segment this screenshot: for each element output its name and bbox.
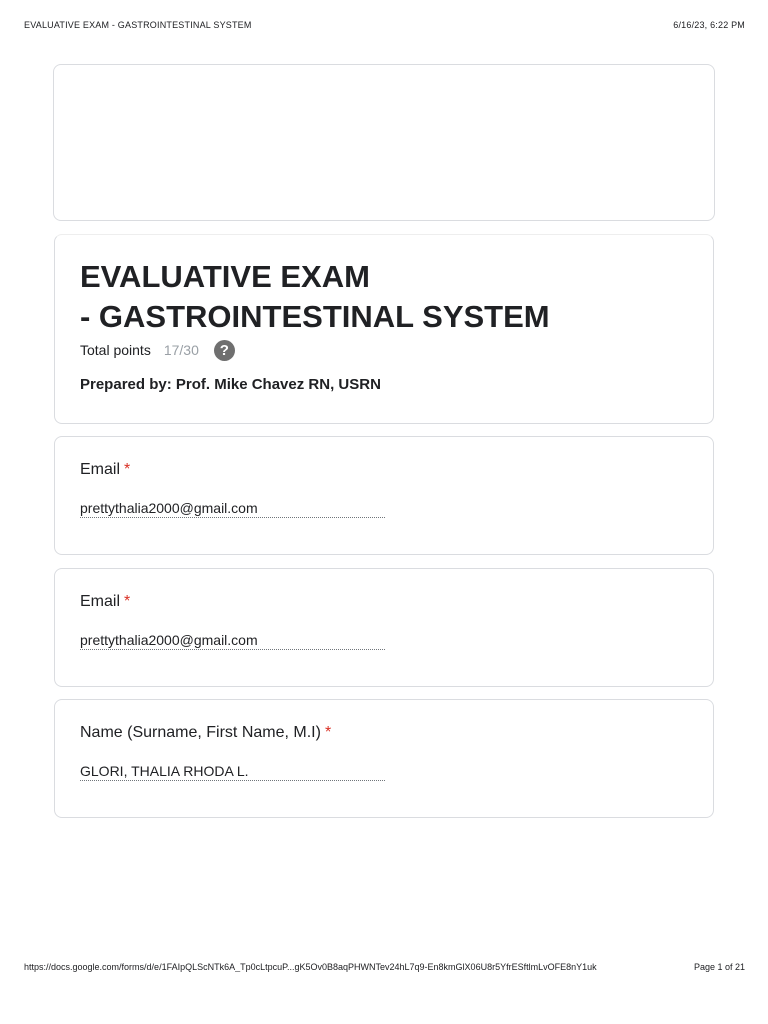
question-label-text: Email [80,593,121,610]
print-footer-url: https://docs.google.com/forms/d/e/1FAIpQLScNTk6A_Tp0cLtpcuP...gK5Ov0B8aqPHWNTev24hL7q9-En8kmGlX06U8r5YfrESftlmLvOFE8nY1uk [24,962,597,972]
question-label [80,461,130,479]
email-answer: prettythalia2000@gmail.com [80,500,385,518]
question-label-text: Email [80,461,121,478]
question-card-email-2 [54,568,714,687]
question-label-text: Name (Surname, First Name, M.I) [80,724,321,741]
question-label [80,593,130,611]
form-banner [53,64,715,221]
print-footer [24,962,745,974]
form-title [80,257,550,337]
form-title-card [54,234,714,424]
print-header [24,20,745,32]
prepared-by-text: Prepared by: Prof. Mike Chavez RN, USRN [80,376,381,393]
total-points-row [80,339,235,361]
form-title-line-1: EVALUATIVE EXAM [80,259,370,294]
required-marker: * [324,724,332,741]
help-circle-icon[interactable]: ? [214,340,235,361]
name-answer: GLORI, THALIA RHODA L. [80,763,385,781]
print-header-title: EVALUATIVE EXAM - GASTROINTESTINAL SYSTEM [24,20,252,30]
total-points-value: 17/30 [163,342,199,358]
required-marker: * [124,461,131,478]
required-marker: * [124,593,131,610]
print-footer-page-number: Page 1 of 21 [693,962,745,972]
print-header-datetime: 6/16/23, 6:22 PM [673,20,745,30]
total-points-label: Total points [80,342,151,358]
question-card-name [54,699,714,818]
question-card-email [54,436,714,555]
form-title-line-2: - GASTROINTESTINAL SYSTEM [80,299,550,334]
question-label [80,724,331,742]
email-answer-2: prettythalia2000@gmail.com [80,632,385,650]
